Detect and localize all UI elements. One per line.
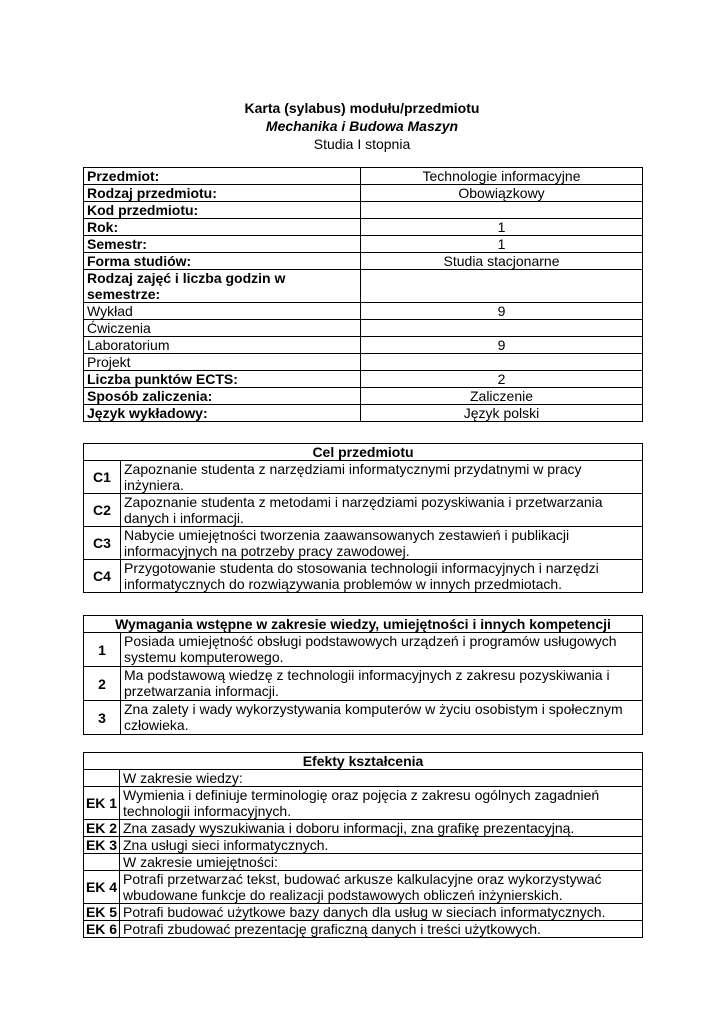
info-row <box>84 168 643 185</box>
document-title: Karta (sylabus) modułu/przedmiotu <box>244 100 480 116</box>
info-label: Semestr: <box>84 236 361 253</box>
row-text: Potrafi zbudować prezentację graficzną danych i treści użytkowych. <box>120 921 643 938</box>
prerequisites-heading: Wymagania wstępne w zakresie wiedzy, umiejętności i innych kompetencji <box>84 616 643 633</box>
section-row <box>84 494 643 527</box>
info-row <box>84 185 643 202</box>
row-text: Zna usługi sieci informatycznych. <box>120 837 643 854</box>
outcomes-heading: Efekty kształcenia <box>84 753 643 770</box>
row-code: EK 3 <box>84 837 120 854</box>
info-value <box>361 320 643 337</box>
row-text: W zakresie umiejętności: <box>120 854 643 871</box>
row-code: EK 5 <box>84 904 120 921</box>
document-header <box>0 99 724 153</box>
row-code: 2 <box>84 667 121 701</box>
info-row <box>84 303 643 320</box>
section-row <box>84 527 643 560</box>
section-row <box>84 701 643 735</box>
row-code: 3 <box>84 701 121 735</box>
row-text: Potrafi przetwarzać tekst, budować arkusze kalkulacyjne oraz wykorzystywać wbudowane funkcje do realizacji podstawowych obliczeń inżynierskich. <box>120 871 643 904</box>
info-row <box>84 388 643 405</box>
course-info-table <box>83 167 643 422</box>
info-label: Projekt <box>84 354 361 371</box>
row-text: Zapoznanie studenta z narzędziami informatycznymi przydatnymi w pracy inżyniera. <box>121 461 643 494</box>
section-row <box>84 560 643 593</box>
info-row <box>84 236 643 253</box>
info-label: Liczba punktów ECTS: <box>84 371 361 388</box>
info-row <box>84 371 643 388</box>
info-label: Rodzaj przedmiotu: <box>84 185 361 202</box>
section-row <box>84 770 643 787</box>
objectives-heading: Cel przedmiotu <box>84 444 643 461</box>
info-value: Studia stacjonarne <box>361 253 643 270</box>
info-row <box>84 320 643 337</box>
section-row <box>84 667 643 701</box>
row-text: Nabycie umiejętności tworzenia zaawansowanych zestawień i publikacji informacyjnych na potrzeby pracy zawodowej. <box>121 527 643 560</box>
info-row <box>84 354 643 371</box>
info-row <box>84 337 643 354</box>
row-text: W zakresie wiedzy: <box>120 770 643 787</box>
row-code: EK 4 <box>84 871 120 904</box>
row-text: Przygotowanie studenta do stosowania technologii informacyjnych i narzędzi informatycznych do rozwiązywania problemów w innych przedmiotach. <box>121 560 643 593</box>
row-text: Potrafi budować użytkowe bazy danych dla usług w sieciach informatycznych. <box>120 904 643 921</box>
row-code: C3 <box>84 527 121 560</box>
info-value: Obowiązkowy <box>361 185 643 202</box>
row-code: EK 6 <box>84 921 120 938</box>
row-code: 1 <box>84 633 121 667</box>
row-text: Zna zalety i wady wykorzystywania komputerów w życiu osobistym i społecznym człowieka. <box>121 701 643 735</box>
section-row <box>84 633 643 667</box>
info-row <box>84 202 643 219</box>
info-value: 9 <box>361 337 643 354</box>
row-code <box>84 854 120 871</box>
info-value <box>361 202 643 219</box>
row-code: C1 <box>84 461 121 494</box>
info-value <box>361 354 643 371</box>
info-label: Rok: <box>84 219 361 236</box>
section-row <box>84 820 643 837</box>
info-row <box>84 253 643 270</box>
info-value: 1 <box>361 236 643 253</box>
field-of-study: Mechanika i Budowa Maszyn <box>265 118 459 134</box>
info-label: Rodzaj zajęć i liczba godzin w semestrze: <box>84 270 361 303</box>
info-label: Sposób zaliczenia: <box>84 388 361 405</box>
row-code: EK 2 <box>84 820 120 837</box>
learning-outcomes-table <box>83 752 643 938</box>
course-objectives-table <box>83 443 643 593</box>
info-label: Laboratorium <box>84 337 361 354</box>
info-row <box>84 270 643 303</box>
section-row <box>84 461 643 494</box>
info-value: 1 <box>361 219 643 236</box>
row-code: C2 <box>84 494 121 527</box>
section-row <box>84 787 643 820</box>
section-row <box>84 904 643 921</box>
section-row <box>84 854 643 871</box>
info-value: Technologie informacyjne <box>361 168 643 185</box>
row-text: Posiada umiejętność obsługi podstawowych urządzeń i programów usługowych systemu komputerowego. <box>121 633 643 667</box>
row-code: EK 1 <box>84 787 120 820</box>
section-row <box>84 871 643 904</box>
info-label: Przedmiot: <box>84 168 361 185</box>
prerequisites-table <box>83 615 643 735</box>
info-value: 9 <box>361 303 643 320</box>
study-level: Studia I stopnia <box>313 136 411 152</box>
row-code <box>84 770 120 787</box>
info-label: Język wykładowy: <box>84 405 361 422</box>
info-label: Forma studiów: <box>84 253 361 270</box>
info-row <box>84 219 643 236</box>
row-text: Wymienia i definiuje terminologię oraz pojęcia z zakresu ogólnych zagadnień technologii informacyjnych. <box>120 787 643 820</box>
section-row <box>84 837 643 854</box>
info-value <box>361 270 643 303</box>
info-value: Zaliczenie <box>361 388 643 405</box>
info-row <box>84 405 643 422</box>
row-code: C4 <box>84 560 121 593</box>
info-label: Ćwiczenia <box>84 320 361 337</box>
row-text: Ma podstawową wiedzę z technologii informacyjnych z zakresu pozyskiwania i przetwarzania informacji. <box>121 667 643 701</box>
info-label: Kod przedmiotu: <box>84 202 361 219</box>
info-value: 2 <box>361 371 643 388</box>
row-text: Zna zasady wyszukiwania i doboru informacji, zna grafikę prezentacyjną. <box>120 820 643 837</box>
row-text: Zapoznanie studenta z metodami i narzędziami pozyskiwania i przetwarzania danych i informacji. <box>121 494 643 527</box>
info-value: Język polski <box>361 405 643 422</box>
info-label: Wykład <box>84 303 361 320</box>
section-row <box>84 921 643 938</box>
